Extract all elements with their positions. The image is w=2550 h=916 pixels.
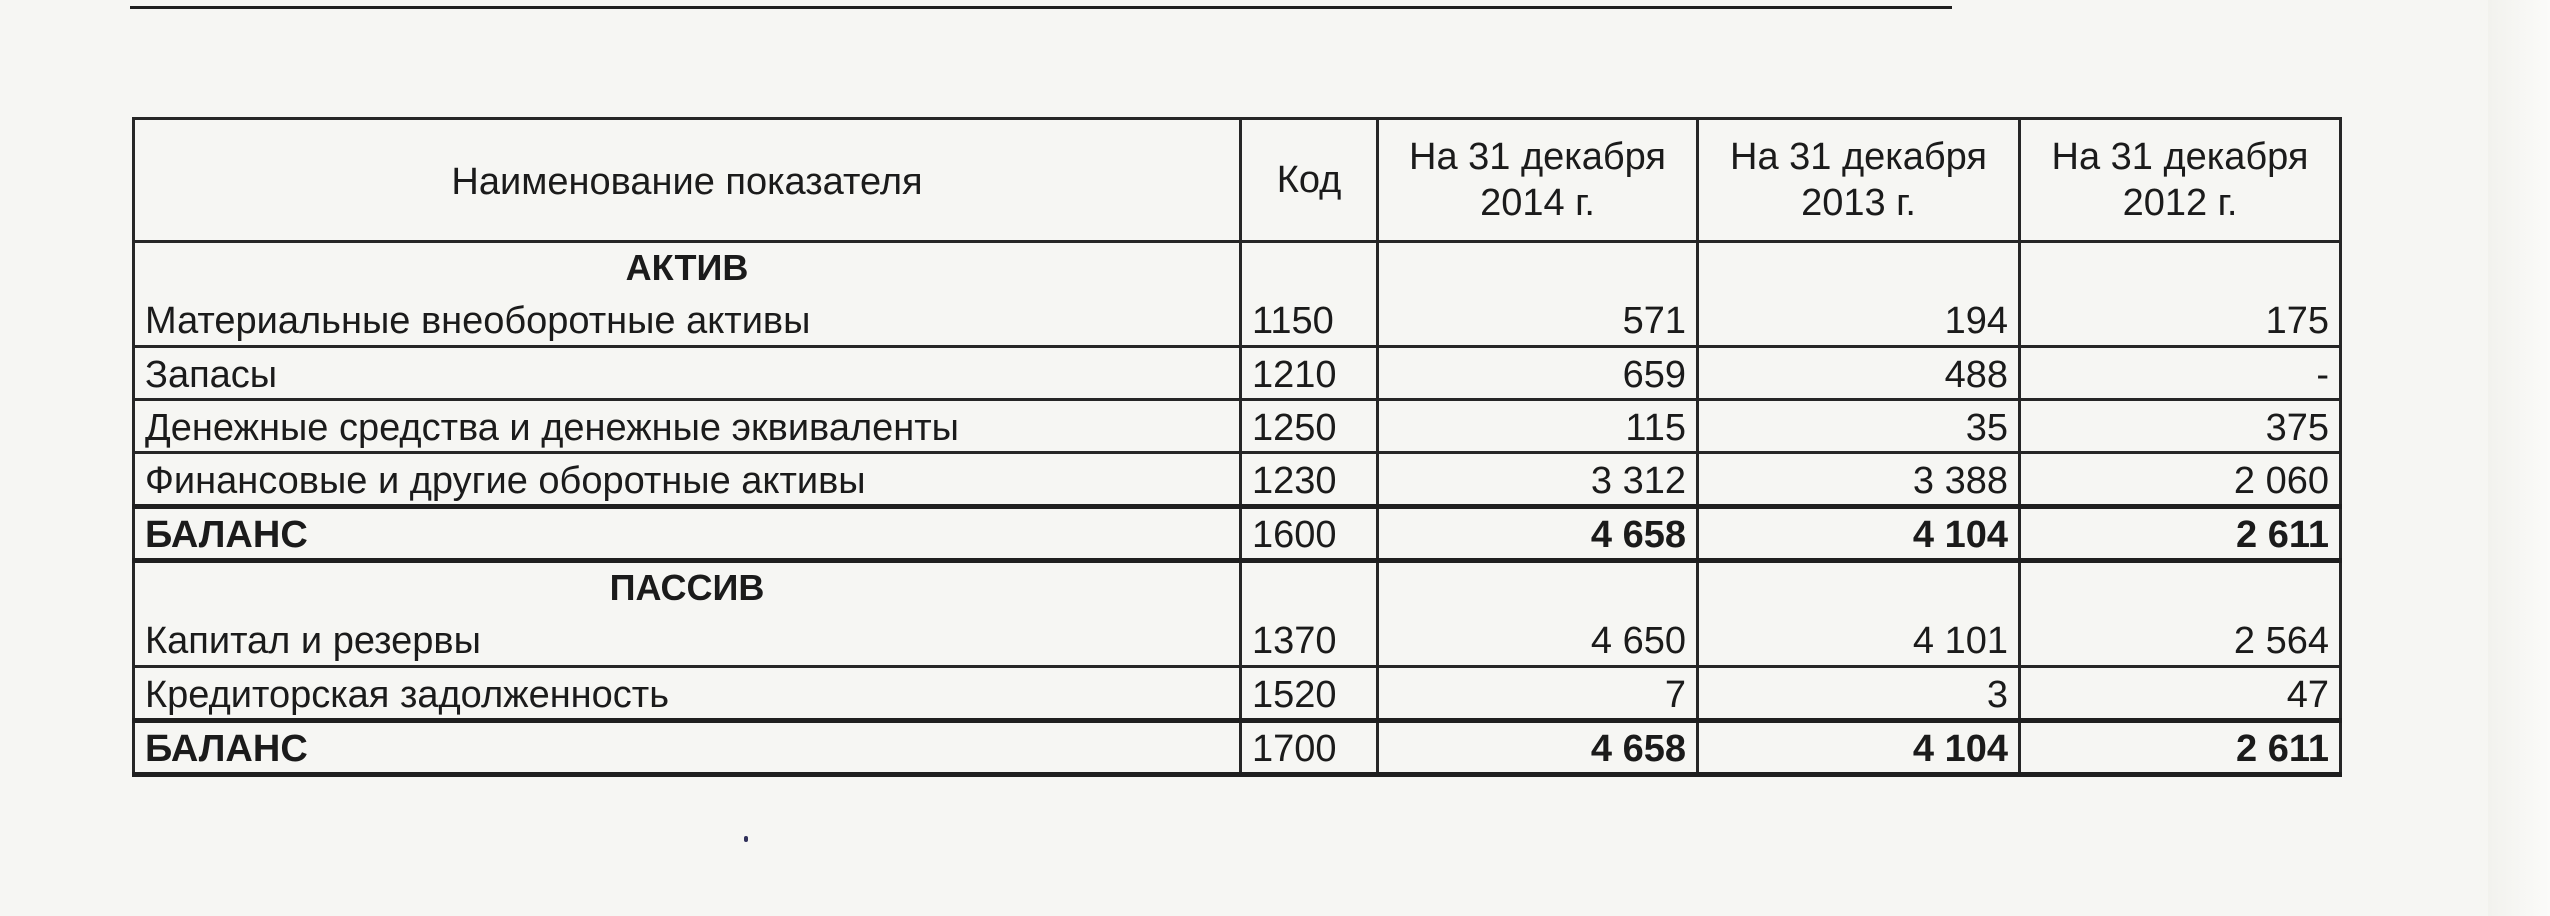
empty-cell: [1698, 561, 2020, 614]
row-2014: 3 312: [1378, 453, 1698, 507]
table-row: [134, 293, 2341, 347]
row-name: Материальные внеоборотные активы: [134, 293, 1241, 347]
empty-cell: [1241, 242, 1378, 294]
total-2012: 2 611: [2020, 507, 2341, 561]
empty-cell: [2020, 561, 2341, 614]
row-2013: 3 388: [1698, 453, 2020, 507]
row-code: 1150: [1241, 293, 1378, 347]
total-label: БАЛАНС: [134, 507, 1241, 561]
row-2014: 659: [1378, 347, 1698, 400]
header-2012-text: На 31 декабря 2012 г.: [2051, 136, 2309, 224]
table-row: [134, 347, 2341, 400]
row-code: 1520: [1241, 667, 1378, 721]
row-2012: 2 060: [2020, 453, 2341, 507]
row-2013: 3: [1698, 667, 2020, 721]
row-2013: 4 101: [1698, 613, 2020, 667]
row-2012: 47: [2020, 667, 2341, 721]
empty-cell: [1378, 242, 1698, 294]
header-2012: [2020, 119, 2341, 242]
row-2013: 35: [1698, 400, 2020, 453]
section-assets-title-row: [134, 242, 2341, 294]
row-2013: 194: [1698, 293, 2020, 347]
header-row: [134, 119, 2341, 242]
empty-cell: [1241, 561, 1378, 614]
row-2014: 571: [1378, 293, 1698, 347]
row-2014: 115: [1378, 400, 1698, 453]
total-2013: 4 104: [1698, 721, 2020, 775]
total-2014: 4 658: [1378, 721, 1698, 775]
row-name: Запасы: [134, 347, 1241, 400]
total-label: БАЛАНС: [134, 721, 1241, 775]
row-code: 1230: [1241, 453, 1378, 507]
table-row: [134, 453, 2341, 507]
total-code: 1700: [1241, 721, 1378, 775]
liabilities-total-row: [134, 721, 2341, 775]
balance-table: [132, 117, 2342, 777]
row-2012: 375: [2020, 400, 2341, 453]
row-name: Денежные средства и денежные эквиваленты: [134, 400, 1241, 453]
section-assets-title: АКТИВ: [134, 242, 1241, 294]
page-edge: [2488, 0, 2550, 916]
scan-speck: [744, 836, 748, 842]
table-row: [134, 667, 2341, 721]
empty-cell: [2020, 242, 2341, 294]
row-2012: 175: [2020, 293, 2341, 347]
row-2013: 488: [1698, 347, 2020, 400]
row-code: 1250: [1241, 400, 1378, 453]
empty-cell: [1698, 242, 2020, 294]
assets-total-row: [134, 507, 2341, 561]
total-2012: 2 611: [2020, 721, 2341, 775]
header-2013: [1698, 119, 2020, 242]
total-2014: 4 658: [1378, 507, 1698, 561]
header-code: Код: [1241, 119, 1378, 242]
empty-cell: [1378, 561, 1698, 614]
header-2014: [1378, 119, 1698, 242]
row-code: 1370: [1241, 613, 1378, 667]
header-2013-text: На 31 декабря 2013 г.: [1730, 136, 1987, 224]
row-2012: -: [2020, 347, 2341, 400]
row-2014: 7: [1378, 667, 1698, 721]
table-row: [134, 400, 2341, 453]
table-row: [134, 613, 2341, 667]
total-code: 1600: [1241, 507, 1378, 561]
row-name: Финансовые и другие оборотные активы: [134, 453, 1241, 507]
row-name: Кредиторская задолженность: [134, 667, 1241, 721]
row-code: 1210: [1241, 347, 1378, 400]
row-name: Капитал и резервы: [134, 613, 1241, 667]
section-liabilities-title-row: [134, 561, 2341, 614]
section-liabilities-title: ПАССИВ: [134, 561, 1241, 614]
total-2013: 4 104: [1698, 507, 2020, 561]
header-name: Наименование показателя: [134, 119, 1241, 242]
top-rule: [130, 6, 1952, 9]
header-2014-text: На 31 декабря 2014 г.: [1409, 136, 1666, 224]
row-2014: 4 650: [1378, 613, 1698, 667]
row-2012: 2 564: [2020, 613, 2341, 667]
